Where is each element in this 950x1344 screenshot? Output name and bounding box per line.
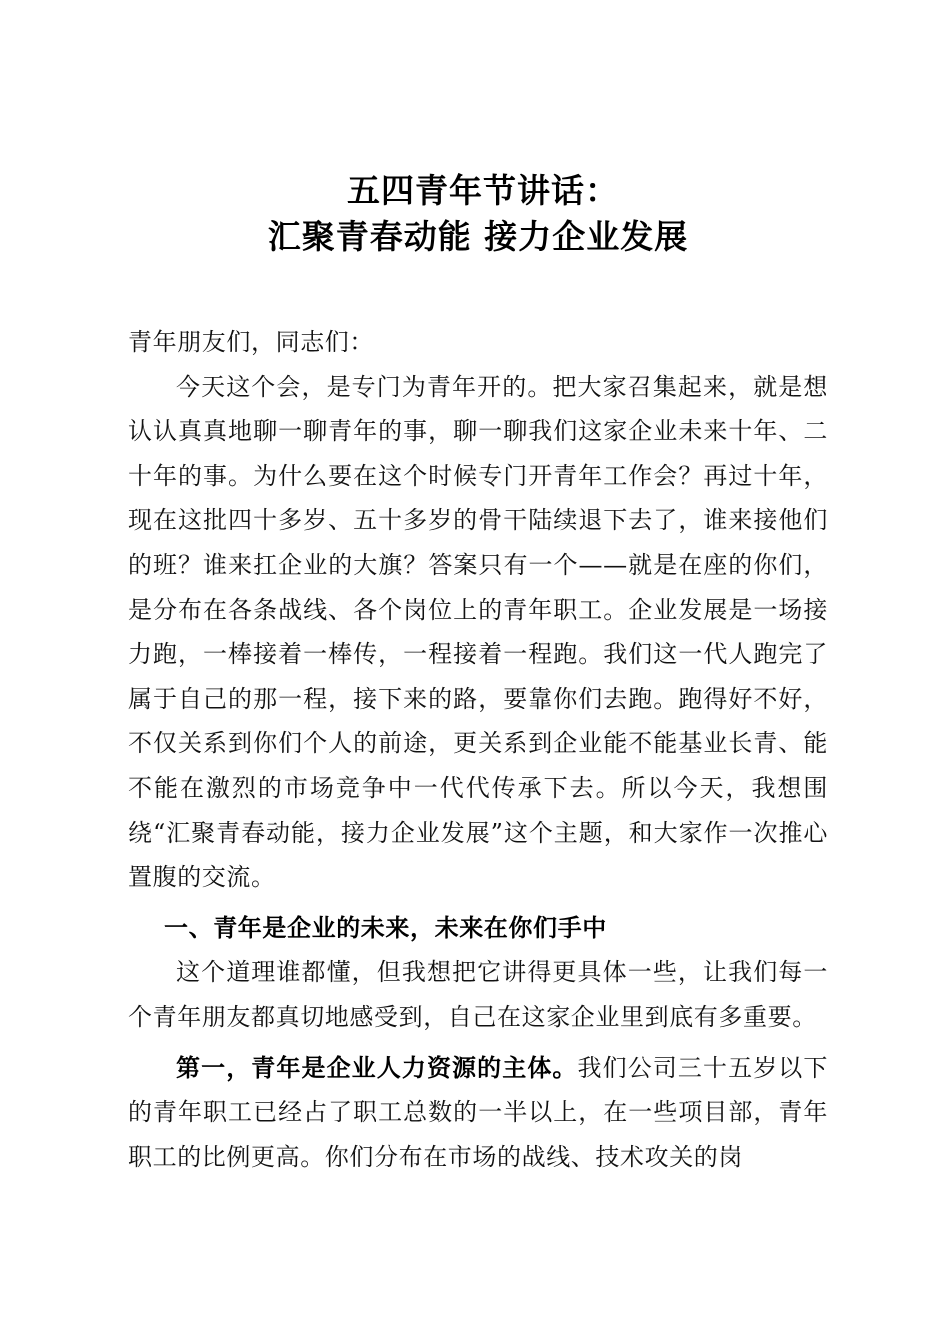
section-heading-1: 一、青年是企业的未来，未来在你们手中	[164, 913, 607, 942]
paragraph-section1-intro: 这个道理谁都懂，但我想把它讲得更具体一些，让我们每一个青年朋友都真切地感受到，自己在这家企业里到底有多重要。	[128, 958, 828, 1031]
document-body	[128, 320, 828, 1179]
document-title	[128, 168, 828, 260]
title-line-2: 汇聚青春动能 接力企业发展	[267, 217, 689, 256]
paragraph-point-1	[128, 1046, 828, 1180]
title-line-1: 五四青年节讲话：	[347, 171, 619, 210]
document-page	[128, 168, 828, 1179]
paragraph-intro: 今天这个会，是专门为青年开的。把大家召集起来，就是想认认真真地聊一聊青年的事，聊一聊我们这家企业未来十年、二十年的事。为什么要在这个时候专门开青年工作会？再过十年，现在这批四十多岁、五十多岁的骨干陆续退下去了，谁来接他们的班？谁来扛企业的大旗？答案只有一个——就是在座的你们，是分布在各条战线、各个岗位上的青年职工。企业发展是一场接力跑，一棒接着一棒传，一程接着一程跑。我们这一代人跑完了属于自己的那一程，接下来的路，要靠你们去跑。跑得好不好，不仅关系到你们个人的前途，更关系到企业能不能基业长青、能不能在激烈的市场竞争中一代代传承下去。所以今天，我想围绕“汇聚青春动能，接力企业发展”这个主题，和大家作一次推心置腹的交流。	[128, 372, 828, 892]
point-1-lead: 第一，青年是企业人力资源的主体。	[176, 1053, 578, 1082]
point-1-text: 我们公司三十五岁以下的青年职工已经占了职工总数的一半以上，在一些项目部，青年职工的比例更高。你们分布在市场的战线、技术攻关的岗	[128, 1053, 828, 1171]
salutation: 青年朋友们，同志们：	[128, 328, 374, 356]
